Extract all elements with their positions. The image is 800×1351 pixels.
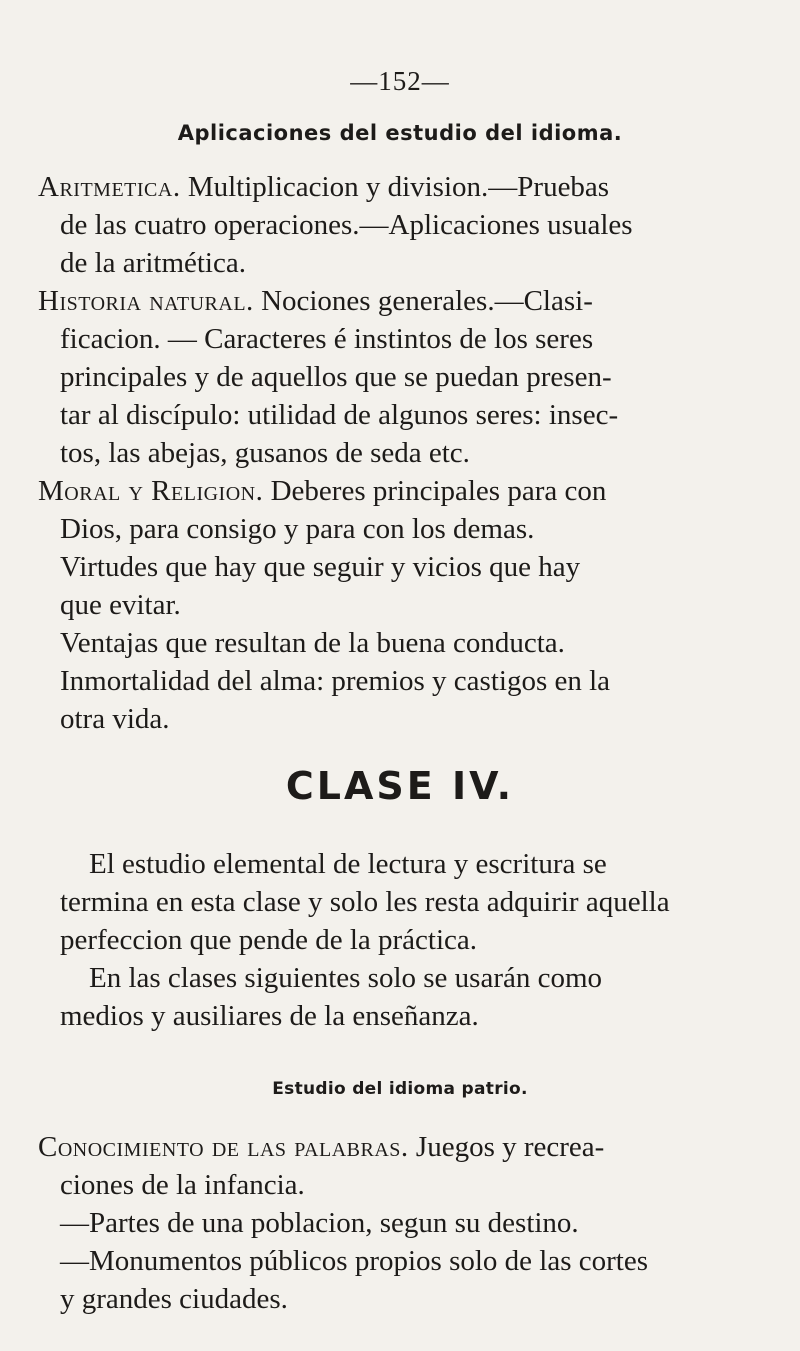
entry-moral-label: Moral y Religion.	[38, 475, 264, 507]
entry-conocimiento-line-1	[38, 1130, 800, 1164]
entry-conocimiento-line-2: ciones de la infancia.	[60, 1169, 305, 1201]
entry-moral-text-1: Deberes principales para con	[270, 475, 607, 507]
entry-historia-text-1: Nociones generales.—Clasi-	[261, 285, 593, 317]
entry-aritmetica-line-3: de la aritmética.	[60, 247, 246, 279]
entry-moral-line-6: Inmortalidad del alma: premios y castigos en la	[60, 665, 611, 697]
section-heading: Aplicaciones del estudio del idioma.	[177, 121, 623, 145]
class-heading: CLASE IV.	[285, 764, 515, 808]
clase-paragraph-line-5: medios y ausiliares de la enseñanza.	[60, 1000, 479, 1032]
entry-historia-line-2: ficacion. — Caracteres é instintos de los seres	[60, 323, 594, 355]
entry-historia-line-5: tos, las abejas, gusanos de seda etc.	[60, 437, 470, 469]
entry-moral-line-4: que evitar.	[60, 589, 181, 621]
entry-historia-label: Historia natural.	[38, 285, 254, 317]
idioma-heading: Estudio del idioma patrio.	[272, 1079, 528, 1099]
entry-conocimiento-text-1: Juegos y recrea-	[415, 1131, 605, 1163]
entry-aritmetica-line-1	[38, 170, 800, 204]
entry-historia-line-3: principales y de aquellos que se puedan presen-	[60, 361, 612, 393]
clase-paragraph-line-1	[60, 847, 800, 881]
entry-historia-line-1	[38, 284, 800, 318]
entry-moral-line-2: Dios, para consigo y para con los demas.	[60, 513, 535, 545]
page-number: —152—	[350, 66, 450, 96]
entry-aritmetica-line-2: de las cuatro operaciones.—Aplicaciones usuales	[60, 209, 633, 241]
entry-moral-line-3: Virtudes que hay que seguir y vicios que hay	[60, 551, 581, 583]
clase-paragraph-line-2: termina en esta clase y solo les resta adquirir aquella	[60, 886, 670, 918]
entry-aritmetica-label: Aritmetica.	[38, 171, 181, 203]
entry-aritmetica-text-1: Multiplicacion y division.—Pruebas	[187, 171, 610, 203]
entry-conocimiento-line-4: —Monumentos públicos propios solo de las cortes	[60, 1245, 649, 1277]
entry-conocimiento-label: Conocimiento de las palabras.	[38, 1131, 409, 1163]
clase-paragraph-text-4: En las clases siguientes solo se usarán como	[89, 962, 603, 994]
entry-moral-line-5: Ventajas que resultan de la buena conducta.	[60, 627, 565, 659]
clase-paragraph-line-3: perfeccion que pende de la práctica.	[60, 924, 478, 956]
entry-conocimiento-line-3: —Partes de una poblacion, segun su destino.	[60, 1207, 579, 1239]
entry-moral-line-1	[38, 474, 800, 508]
clase-paragraph-text-1: El estudio elemental de lectura y escritura se	[89, 848, 607, 880]
entry-conocimiento-line-5: y grandes ciudades.	[60, 1283, 288, 1315]
clase-paragraph-line-4	[60, 961, 800, 995]
entry-historia-line-4: tar al discípulo: utilidad de algunos seres: insec-	[60, 399, 619, 431]
entry-moral-line-7: otra vida.	[60, 703, 170, 735]
